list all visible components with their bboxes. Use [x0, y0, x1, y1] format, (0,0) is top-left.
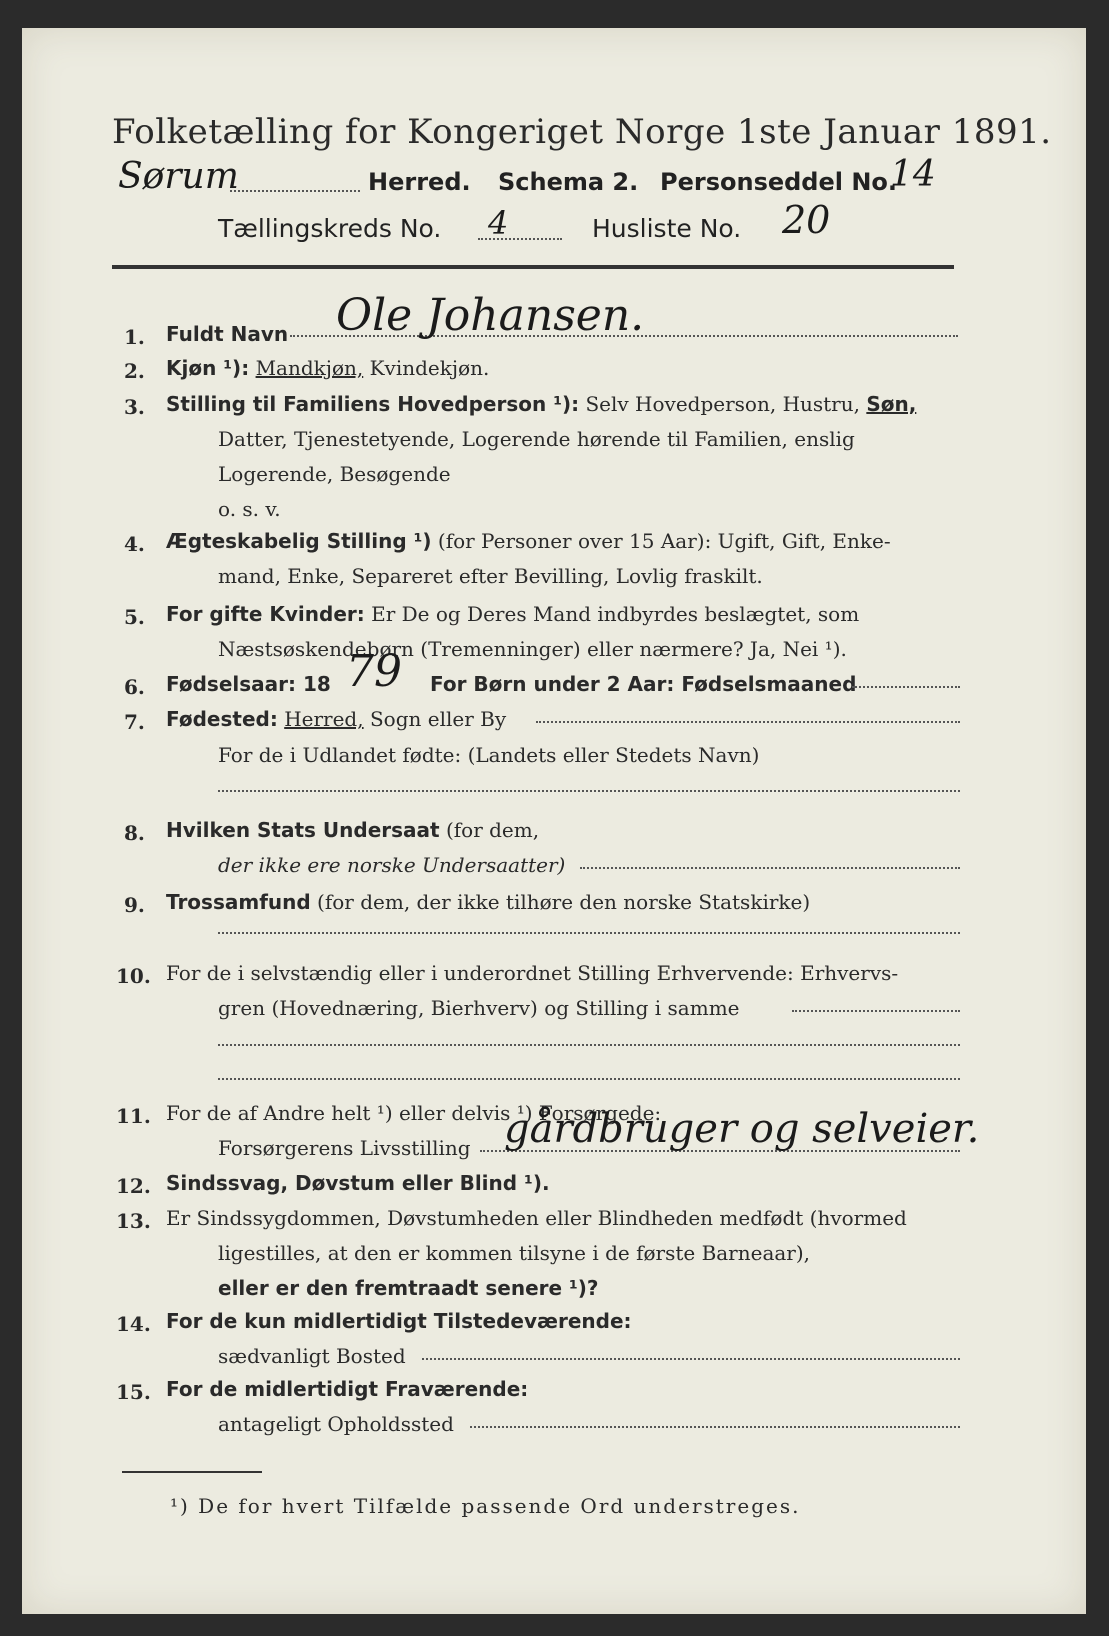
field-5-text-1: Er De og Deres Mand indbyrdes beslægtet, som [371, 602, 860, 626]
field-6-value: 79 [346, 646, 402, 697]
personseddel-value: 14 [890, 154, 936, 195]
herred-dots [230, 190, 360, 192]
personseddel-label: Personseddel No. [660, 168, 898, 196]
field-2-number: 2. [124, 359, 145, 383]
field-10-line-1: For de i selvstændig eller i underordnet Stilling Erhvervende: Erhvervs- [166, 961, 899, 985]
field-7-option-sogn: Sogn eller By [369, 707, 507, 731]
field-8-line-2: der ikke ere norske Undersaatter) [218, 853, 566, 877]
field-15-line-2: antageligt Opholdssted [218, 1412, 454, 1436]
field-6-number: 6. [124, 675, 145, 699]
field-9-dots [218, 932, 960, 934]
field-2-line [166, 356, 489, 380]
herred-value: Sørum [118, 156, 239, 197]
field-3-number: 3. [124, 395, 145, 419]
field-5-label: For gifte Kvinder: [166, 602, 365, 626]
field-4-label: Ægteskabelig Stilling ¹) [166, 529, 432, 553]
field-12-label-text: Sindssvag, Døvstum eller Blind ¹). [166, 1171, 550, 1195]
field-15-line-1-text: For de midlertidigt Fraværende: [166, 1377, 529, 1401]
field-7-option-herred: Herred, [284, 707, 364, 731]
field-13-line-1: Er Sindssygdommen, Døvstumheden eller Blindheden medfødt (hvormed [166, 1206, 907, 1230]
field-9-line-1 [166, 890, 810, 914]
field-4-line-1 [166, 529, 891, 553]
header-rule [112, 265, 954, 269]
field-13-line-3-text: eller er den fremtraadt senere ¹)? [218, 1276, 599, 1300]
field-6-label-2 [430, 672, 856, 696]
field-12-number: 12. [116, 1174, 151, 1198]
field-13-line-3 [218, 1276, 599, 1300]
field-6-dots [852, 686, 960, 688]
footnote: ¹) De for hvert Tilfælde passende Ord understreges. [170, 1494, 801, 1518]
field-7-dots [536, 721, 960, 723]
field-11-number: 11. [116, 1104, 151, 1128]
field-5-line-1 [166, 602, 859, 626]
field-8-line-1 [166, 818, 539, 842]
field-3-line-3: Logerende, Besøgende [218, 462, 451, 486]
field-8-number: 8. [124, 821, 145, 845]
field-7-label: Fødested: [166, 707, 278, 731]
field-10-line-2: gren (Hovednæring, Bierhverv) og Stilling i samme [218, 996, 740, 1020]
kreds-dots [478, 238, 562, 240]
field-9-number: 9. [124, 893, 145, 917]
field-4-text-1: (for Personer over 15 Aar): Ugift, Gift, Enke- [437, 529, 891, 553]
field-7-line-2: For de i Udlandet fødte: (Landets eller Stedets Navn) [218, 743, 760, 767]
field-1-label [166, 322, 288, 346]
kreds-label: Tællingskreds No. [218, 214, 442, 243]
field-9-text-1: (for dem, der ikke tilhøre den norske Statskirke) [317, 890, 811, 914]
form-title: Folketælling for Kongeriget Norge 1ste Januar 1891. [112, 112, 1052, 152]
kreds-value: 4 [488, 204, 509, 242]
field-11-line-1: For de af Andre helt ¹) eller delvis ¹) Forsørgede: [166, 1101, 662, 1125]
field-8-text-1: (for dem, [445, 818, 540, 842]
field-5-line-2: Næstsøskendebørn (Tremenninger) eller nærmere? Ja, Nei ¹). [218, 637, 847, 661]
field-6-label-2-text: For Børn under 2 Aar: Fødselsmaaned [430, 672, 857, 696]
field-14-dots [422, 1358, 960, 1360]
field-6-label [166, 672, 331, 696]
herred-label: Herred. [368, 168, 471, 196]
field-3-text-1: Selv Hovedperson, Hustru, [585, 392, 860, 416]
field-11-line-2: Forsørgerens Livsstilling [218, 1136, 471, 1160]
field-11-value: gårdbruger og selveier. [504, 1106, 980, 1152]
field-2-label: Kjøn ¹): [166, 356, 250, 380]
field-1-value: Ole Johansen. [336, 290, 645, 341]
footnote-rule [122, 1471, 262, 1473]
field-10-dots [792, 1010, 960, 1012]
field-15-dots [470, 1426, 960, 1428]
field-4-number: 4. [124, 532, 145, 556]
field-14-line-2: sædvanligt Bosted [218, 1344, 406, 1368]
field-12-label [166, 1171, 550, 1195]
field-7-number: 7. [124, 710, 145, 734]
field-1-label-text: Fuldt Navn [166, 322, 289, 346]
field-3-line-2: Datter, Tjenestetyende, Logerende hørende til Familien, enslig [218, 427, 855, 451]
husliste-label: Husliste No. [592, 214, 742, 243]
field-3-label: Stilling til Familiens Hovedperson ¹): [166, 392, 580, 416]
husliste-value: 20 [782, 198, 831, 242]
schema-label: Schema 2. [498, 168, 639, 196]
field-5-number: 5. [124, 605, 145, 629]
field-6-label-text: Fødselsaar: 18 [166, 672, 331, 696]
field-9-label: Trossamfund [166, 890, 311, 914]
field-10-number: 10. [116, 964, 151, 988]
field-15-number: 15. [116, 1380, 151, 1404]
field-3-line-1 [166, 392, 916, 416]
field-13-line-2: ligestilles, at den er kommen tilsyne i de første Barneaar), [218, 1241, 811, 1265]
field-13-number: 13. [116, 1209, 151, 1233]
field-8-label: Hvilken Stats Undersaat [166, 818, 440, 842]
field-2-option-kvindekjon: Kvindekjøn. [369, 356, 490, 380]
field-14-line-1 [166, 1309, 632, 1333]
field-2-option-mandkjon: Mandkjøn, [255, 356, 364, 380]
field-14-number: 14. [116, 1312, 151, 1336]
field-8-dots [580, 867, 960, 869]
field-7-line-1 [166, 707, 506, 731]
field-3-option-son: Søn, [866, 392, 917, 416]
field-10-dots-2 [218, 1044, 960, 1046]
field-3-line-4: o. s. v. [218, 497, 281, 521]
field-10-dots-3 [218, 1078, 960, 1080]
field-14-line-1-text: For de kun midlertidigt Tilstedeværende: [166, 1309, 632, 1333]
field-4-line-2: mand, Enke, Separeret efter Bevilling, Lovlig fraskilt. [218, 564, 763, 588]
field-7-dots-2 [218, 790, 960, 792]
field-15-line-1 [166, 1377, 528, 1401]
field-1-number: 1. [124, 325, 145, 349]
